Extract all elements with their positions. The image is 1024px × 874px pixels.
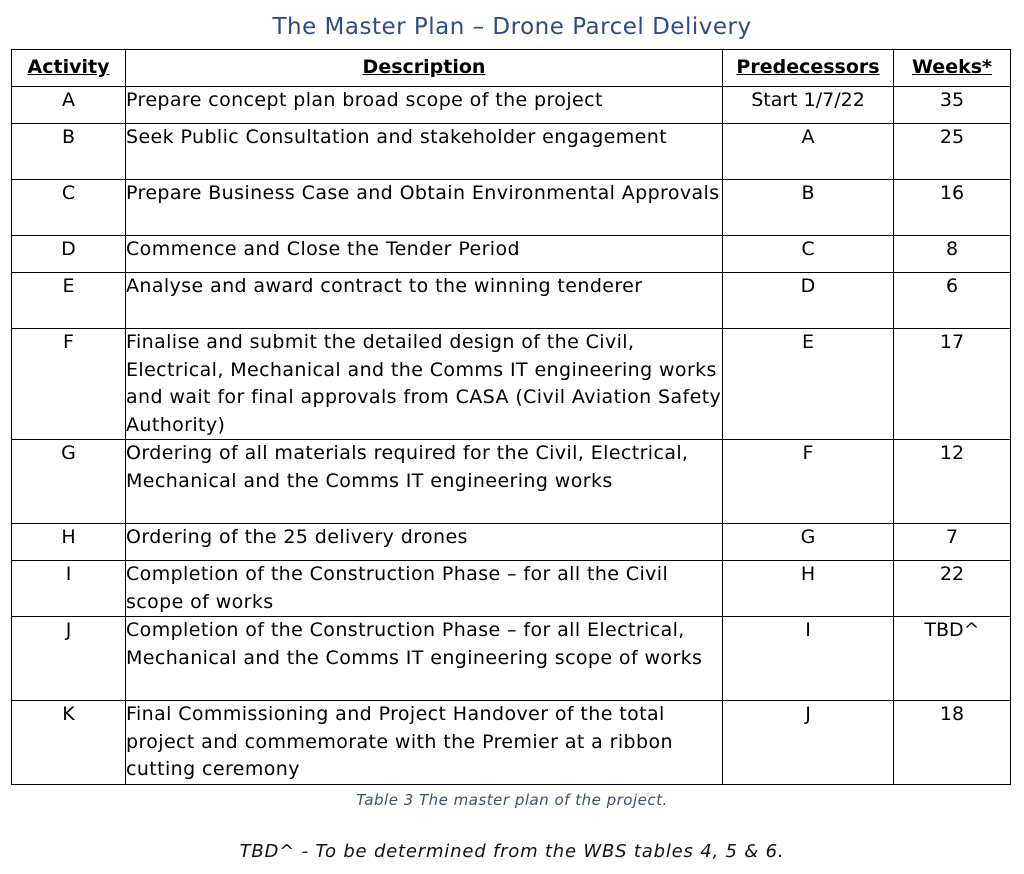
description-cell: Analyse and award contract to the winning tenderer: [126, 273, 723, 329]
activity-cell: F: [12, 329, 126, 440]
header-description: Description: [126, 50, 723, 87]
predecessors-cell: Start 1/7/22: [723, 87, 894, 124]
weeks-cell: 12: [894, 440, 1011, 524]
table-row: [12, 617, 1011, 701]
predecessors-cell: H: [723, 561, 894, 617]
description-cell: Prepare Business Case and Obtain Environmental Approvals: [126, 180, 723, 236]
predecessors-cell: G: [723, 524, 894, 561]
table-row: [12, 87, 1011, 124]
description-cell: Final Commissioning and Project Handover of the total project and commemorate with the Premier at a ribbon cutting ceremony: [126, 701, 723, 785]
header-activity: Activity: [12, 50, 126, 87]
activity-cell: G: [12, 440, 126, 524]
activity-cell: D: [12, 236, 126, 273]
weeks-cell: 6: [894, 273, 1011, 329]
weeks-cell: 16: [894, 180, 1011, 236]
weeks-cell: 35: [894, 87, 1011, 124]
activity-cell: B: [12, 124, 126, 180]
activity-cell: A: [12, 87, 126, 124]
predecessors-cell: B: [723, 180, 894, 236]
description-cell: Prepare concept plan broad scope of the project: [126, 87, 723, 124]
activity-cell: J: [12, 617, 126, 701]
table-row: [12, 701, 1011, 785]
table-row: [12, 124, 1011, 180]
master-plan-table: [11, 49, 1011, 785]
table-header-row: [12, 50, 1011, 87]
weeks-cell: 22: [894, 561, 1011, 617]
activity-cell: E: [12, 273, 126, 329]
description-cell: Completion of the Construction Phase – for all Electrical, Mechanical and the Comms IT engineering scope of works: [126, 617, 723, 701]
weeks-cell: 18: [894, 701, 1011, 785]
predecessors-cell: A: [723, 124, 894, 180]
footnote: TBD^ - To be determined from the WBS tables 4, 5 & 6.: [239, 841, 785, 862]
activity-cell: I: [12, 561, 126, 617]
description-cell: Seek Public Consultation and stakeholder engagement: [126, 124, 723, 180]
predecessors-cell: F: [723, 440, 894, 524]
table-row: [12, 273, 1011, 329]
weeks-cell: 7: [894, 524, 1011, 561]
predecessors-cell: D: [723, 273, 894, 329]
predecessors-cell: I: [723, 617, 894, 701]
table-row: [12, 180, 1011, 236]
activity-cell: K: [12, 701, 126, 785]
table-row: [12, 236, 1011, 273]
predecessors-cell: J: [723, 701, 894, 785]
activity-cell: H: [12, 524, 126, 561]
weeks-cell: 25: [894, 124, 1011, 180]
header-weeks: Weeks*: [894, 50, 1011, 87]
table-row: [12, 561, 1011, 617]
page-title: The Master Plan – Drone Parcel Delivery: [272, 14, 752, 40]
weeks-cell: 8: [894, 236, 1011, 273]
predecessors-cell: C: [723, 236, 894, 273]
description-cell: Ordering of the 25 delivery drones: [126, 524, 723, 561]
weeks-cell: 17: [894, 329, 1011, 440]
table-caption: Table 3 The master plan of the project.: [356, 791, 668, 809]
table-row: [12, 524, 1011, 561]
description-cell: Ordering of all materials required for the Civil, Electrical, Mechanical and the Comms IT engineering works: [126, 440, 723, 524]
table-row: [12, 440, 1011, 524]
predecessors-cell: E: [723, 329, 894, 440]
activity-cell: C: [12, 180, 126, 236]
description-cell: Finalise and submit the detailed design of the Civil, Electrical, Mechanical and the Comms IT engineering works and wait for final approvals from CASA (Civil Aviation Safety Authority): [126, 329, 723, 440]
description-cell: Completion of the Construction Phase – for all the Civil scope of works: [126, 561, 723, 617]
header-predecessors: Predecessors: [723, 50, 894, 87]
weeks-cell: TBD^: [894, 617, 1011, 701]
table-row: [12, 329, 1011, 440]
description-cell: Commence and Close the Tender Period: [126, 236, 723, 273]
